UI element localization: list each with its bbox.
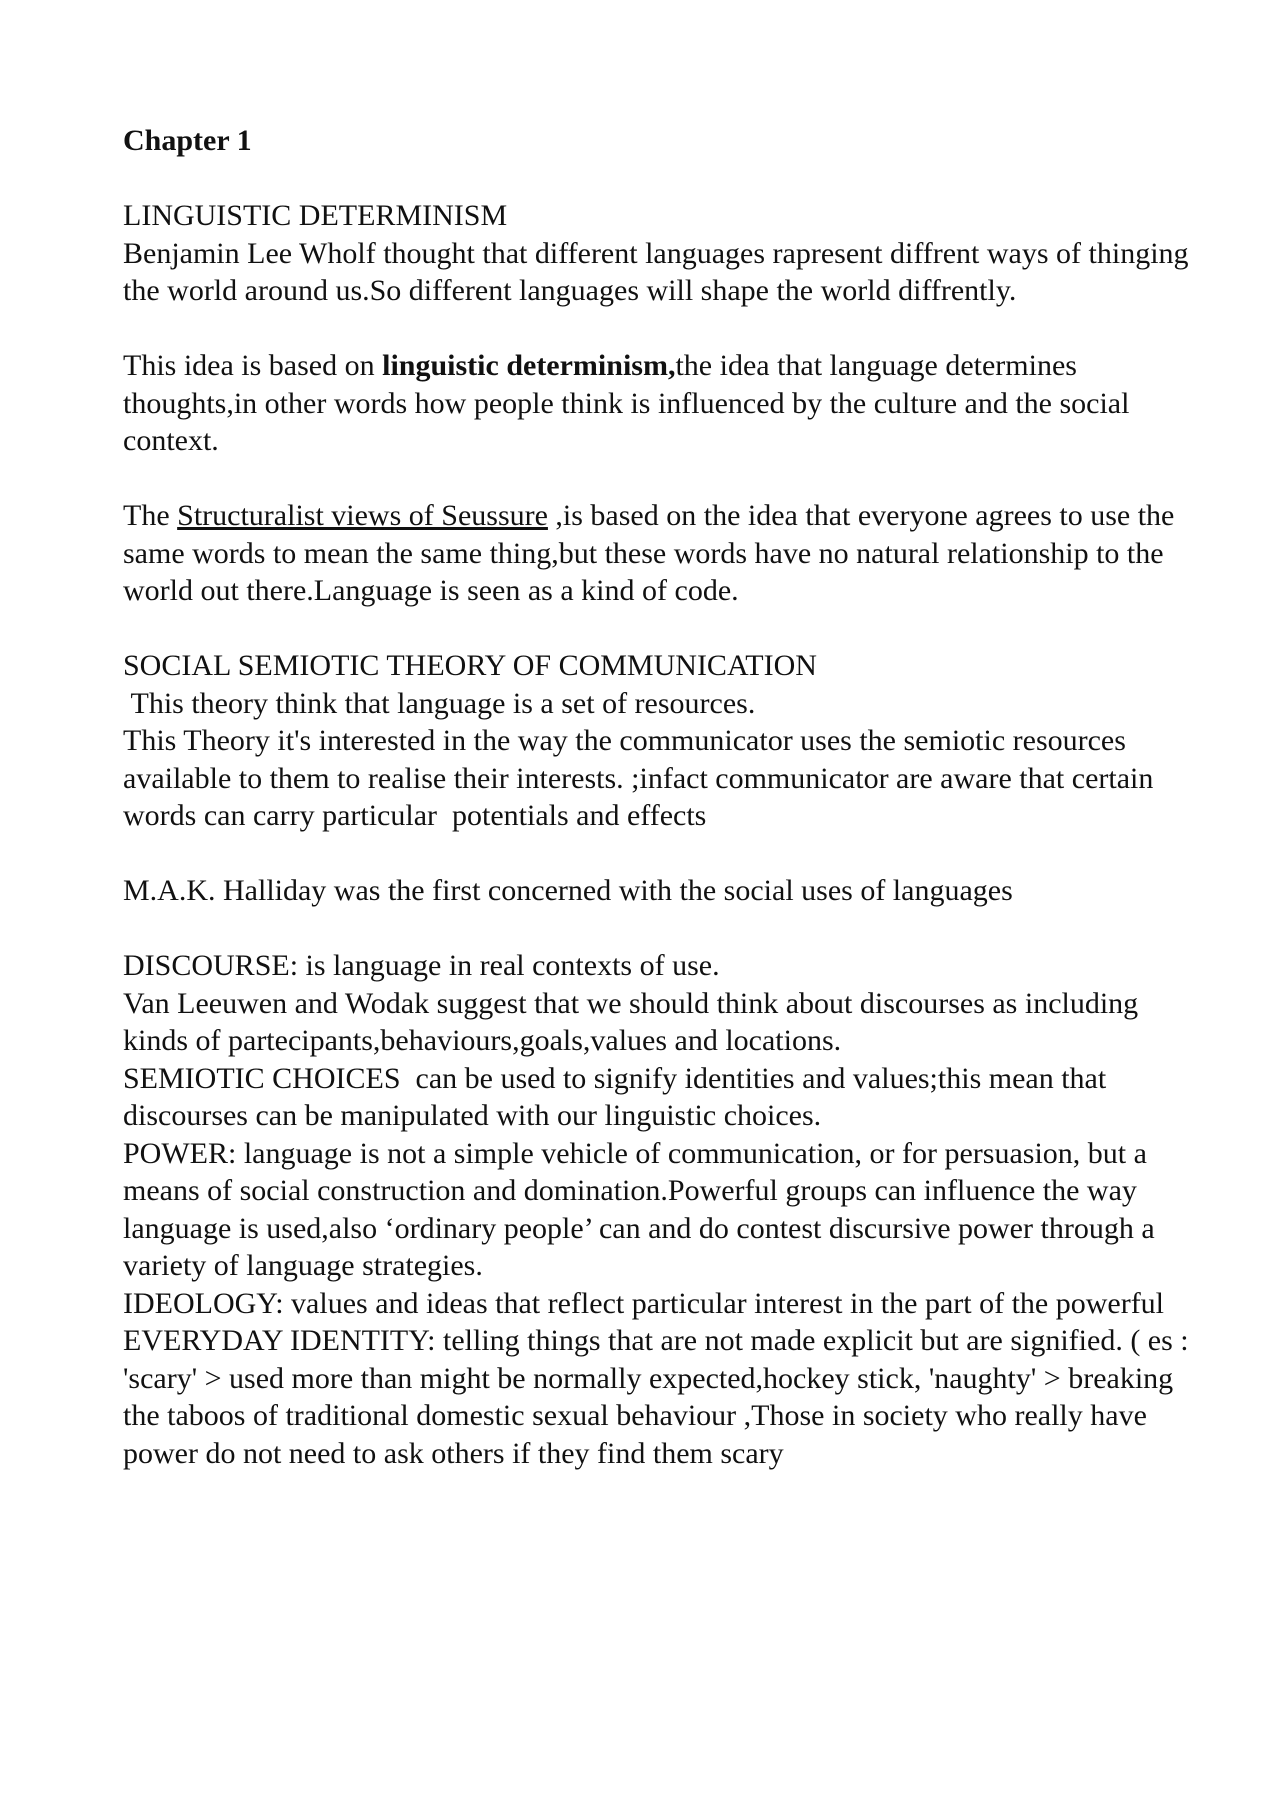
spacer [123, 460, 1203, 498]
spacer [123, 160, 1203, 198]
paragraph-determinism [123, 347, 1203, 460]
paragraph-wholf: Benjamin Lee Wholf thought that different languages rapresent diffrent ways of thinging the world around us.So different languages will shape the world diffrently. [123, 236, 1197, 307]
paragraph-communicator: This Theory it's interested in the way the communicator uses the semiotic resources available to them to realise their interests. ;infact communicator are aware that certain words can carry particular potentials and effects [123, 724, 1161, 832]
paragraph-structuralist-rest: ,is based on the idea that everyone agrees to use the same words to mean the same thing,but these words have no natural relationship to the world out there.Language is seen as a kind of code. [123, 499, 1182, 607]
document-page [123, 122, 1203, 1472]
paragraph-semiotic-choices: SEMIOTIC CHOICES can be used to signify identities and values;this mean that discourses can be manipulated with our linguistic choices. [123, 1061, 1114, 1132]
paragraph-resources: This theory think that language is a set of resources. [123, 686, 756, 720]
paragraph-determinism-lead: This idea is based on [123, 349, 383, 382]
paragraph-determinism-rest: the idea that language determines thoughts,in other words how people think is influenced by the culture and the social context. [123, 349, 1137, 457]
paragraph-everyday-identity: EVERYDAY IDENTITY: telling things that are not made explicit but are signified. ( es : 'scary' > used more than might be normally expected,hockey stick, 'naughty' > breaking the taboos of traditional domestic sexual behaviour ,Those in society who really have power do not need to ask others if they find them scary [123, 1324, 1197, 1470]
paragraph-structuralist-lead: The [123, 499, 178, 532]
spacer [123, 835, 1203, 873]
paragraph-van-leeuwen: Van Leeuwen and Wodak suggest that we should think about discourses as including kinds of partecipants,behaviours,goals,values and locations. [123, 986, 1146, 1057]
spacer [123, 610, 1203, 648]
paragraph-discourse: DISCOURSE: is language in real contexts of use. [123, 949, 720, 982]
term-structuralist-views: Structuralist views of Seussure [177, 499, 548, 532]
paragraph-structuralist [123, 497, 1203, 610]
paragraph-halliday: M.A.K. Halliday was the first concerned with the social uses of languages [123, 874, 1013, 907]
term-linguistic-determinism: linguistic determinism, [382, 349, 676, 382]
paragraph-power: POWER: language is not a simple vehicle of communication, or for persuasion, but a means of social construction and domination.Powerful groups can influence the way language is used,also ‘ordinary people’ can and do contest discursive power through a variety of language strategies. [123, 1136, 1163, 1282]
section-heading-linguistic-determinism: LINGUISTIC DETERMINISM [123, 199, 508, 232]
spacer [123, 310, 1203, 348]
spacer [123, 910, 1203, 948]
chapter-title: Chapter 1 [123, 124, 252, 157]
section-heading-social-semiotic: SOCIAL SEMIOTIC THEORY OF COMMUNICATION [123, 649, 817, 682]
paragraph-ideology: IDEOLOGY: values and ideas that reflect particular interest in the part of the powerful [123, 1286, 1165, 1320]
